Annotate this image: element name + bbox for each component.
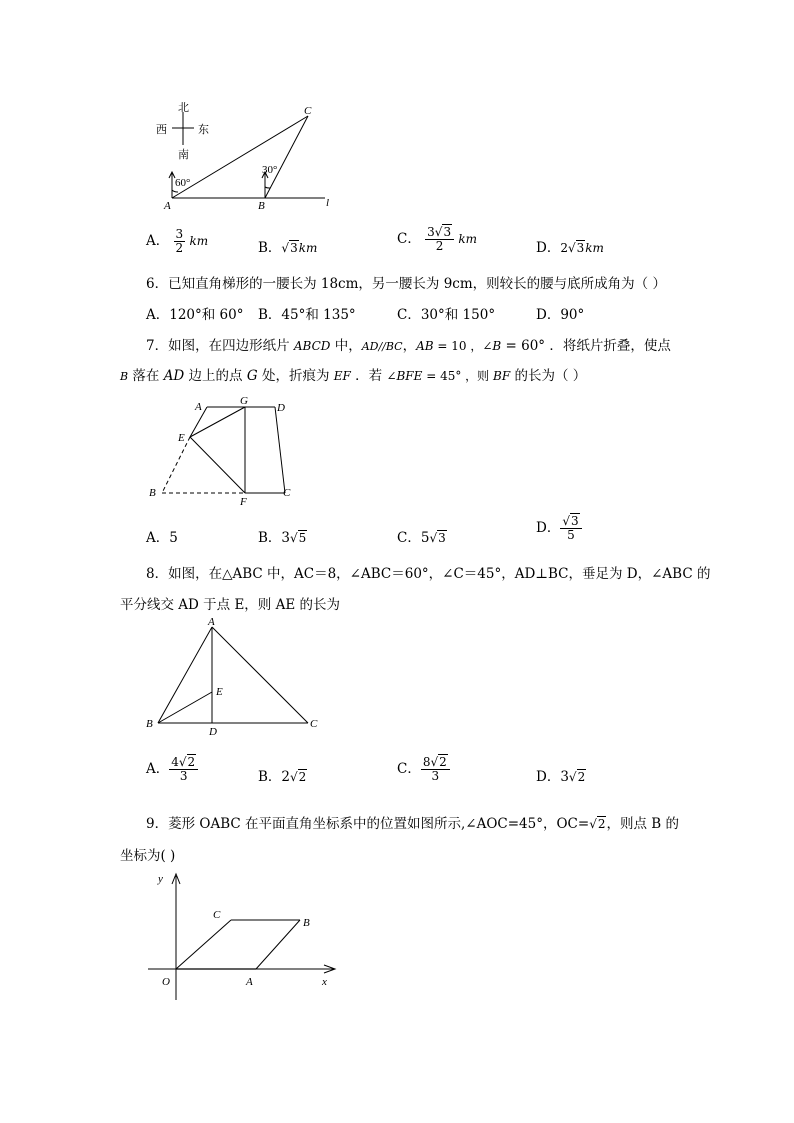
q7-option-c[interactable]: C．5√3 — [397, 530, 446, 546]
q7-label-e: E — [178, 432, 185, 444]
q6-option-a[interactable]: A．120°和 60° — [146, 307, 244, 323]
q9-label-x: x — [322, 976, 327, 988]
q5-option-a[interactable]: A． $\frac{3}{2}$ km — [146, 227, 209, 255]
q8-label-a: A — [208, 616, 215, 628]
line-l-label: l — [326, 197, 330, 209]
q8-line1: 8．如图，在△ABC 中，AC＝8，∠ABC＝60°，∠C＝45°，AD⊥BC，垂足为 D，∠ABC 的 — [146, 566, 711, 582]
q7-label-b: B — [149, 487, 156, 499]
q7-label-d: D — [277, 402, 285, 414]
q6-option-b[interactable]: B．45°和 135° — [258, 307, 356, 323]
q7-option-d[interactable]: D． $\frac{√3}{5}$ — [536, 515, 582, 542]
angle-60-label: 60° — [175, 177, 191, 189]
q8-option-b[interactable]: B．2√2 — [258, 769, 307, 785]
option-label: A． — [146, 233, 170, 249]
compass-north: 北 — [178, 102, 189, 114]
q9-label-o: O — [162, 976, 170, 988]
q7-option-a[interactable]: A．5 — [146, 530, 178, 546]
q8-label-e: E — [216, 686, 223, 698]
q8-option-d[interactable]: D．3√2 — [536, 769, 586, 785]
compass-west: 西 — [156, 124, 167, 136]
q8-line2: 平分线交 AD 于点 E，则 AE 的长为 — [120, 597, 340, 613]
q8-label-d: D — [209, 726, 217, 738]
angle-30-label: 30° — [262, 164, 278, 176]
q5-figure — [150, 95, 350, 215]
point-c-label: C — [304, 105, 312, 117]
q8-option-c[interactable]: C． $\frac{8√2}{3}$ — [397, 756, 450, 783]
q5-option-d[interactable]: D．2√3km — [536, 240, 604, 256]
q9-label-c: C — [213, 909, 221, 921]
q7-label-g: G — [240, 395, 248, 407]
q8-label-b: B — [146, 718, 153, 730]
q9-label-y: y — [158, 873, 163, 885]
option-label: C． — [397, 231, 421, 247]
q7-figure — [145, 395, 305, 510]
q5-option-c[interactable]: C． $\frac{3√3}{2}$ km — [397, 225, 478, 253]
q8-figure — [140, 615, 330, 740]
q9-line1: 9．菱形 OABC 在平面直角坐标系中的位置如图所示,∠AOC=45°，OC=√2，则点 B 的 — [146, 816, 679, 832]
option-label: B． — [258, 240, 282, 256]
q6-stem: 6．已知直角梯形的一腰长为 18cm，另一腰长为 9cm，则较长的腰与底所成角为（ ） — [146, 276, 666, 292]
q9-label-a: A — [246, 976, 253, 988]
q9-line2: 坐标为( ) — [120, 848, 176, 864]
q9-label-b: B — [303, 917, 310, 929]
point-a-label: A — [164, 200, 171, 212]
q8-option-a[interactable]: A． $\frac{4√2}{3}$ — [146, 756, 198, 783]
q6-option-c[interactable]: C．30°和 150° — [397, 307, 496, 323]
compass-east: 东 — [198, 124, 209, 136]
option-label: D． — [536, 240, 561, 256]
q7-label-c: C — [283, 487, 291, 499]
fraction: $\frac{3}{2}$ — [175, 227, 184, 255]
fraction: $\frac{3√3}{2}$ — [425, 226, 454, 253]
q7-line1: 7．如图，在四边形纸片 ABCD 中，AD//BC，AB = 10 ，∠B = 60° ．将纸片折叠，使点 — [146, 338, 671, 354]
q9-figure — [140, 868, 350, 998]
compass-south: 南 — [178, 149, 189, 161]
q8-label-c: C — [310, 718, 318, 730]
q6-option-d[interactable]: D．90° — [536, 307, 585, 323]
q7-line2: B 落在 AD 边上的点 G 处，折痕为 EF ．若 ∠BFE = 45° ，则 BF 的长为（ ） — [120, 368, 587, 384]
q7-label-a: A — [195, 401, 202, 413]
q7-label-f: F — [240, 496, 247, 508]
q7-option-b[interactable]: B．3√5 — [258, 530, 307, 546]
q5-option-b[interactable]: B．√3km — [258, 240, 318, 256]
point-b-label: B — [258, 200, 265, 212]
